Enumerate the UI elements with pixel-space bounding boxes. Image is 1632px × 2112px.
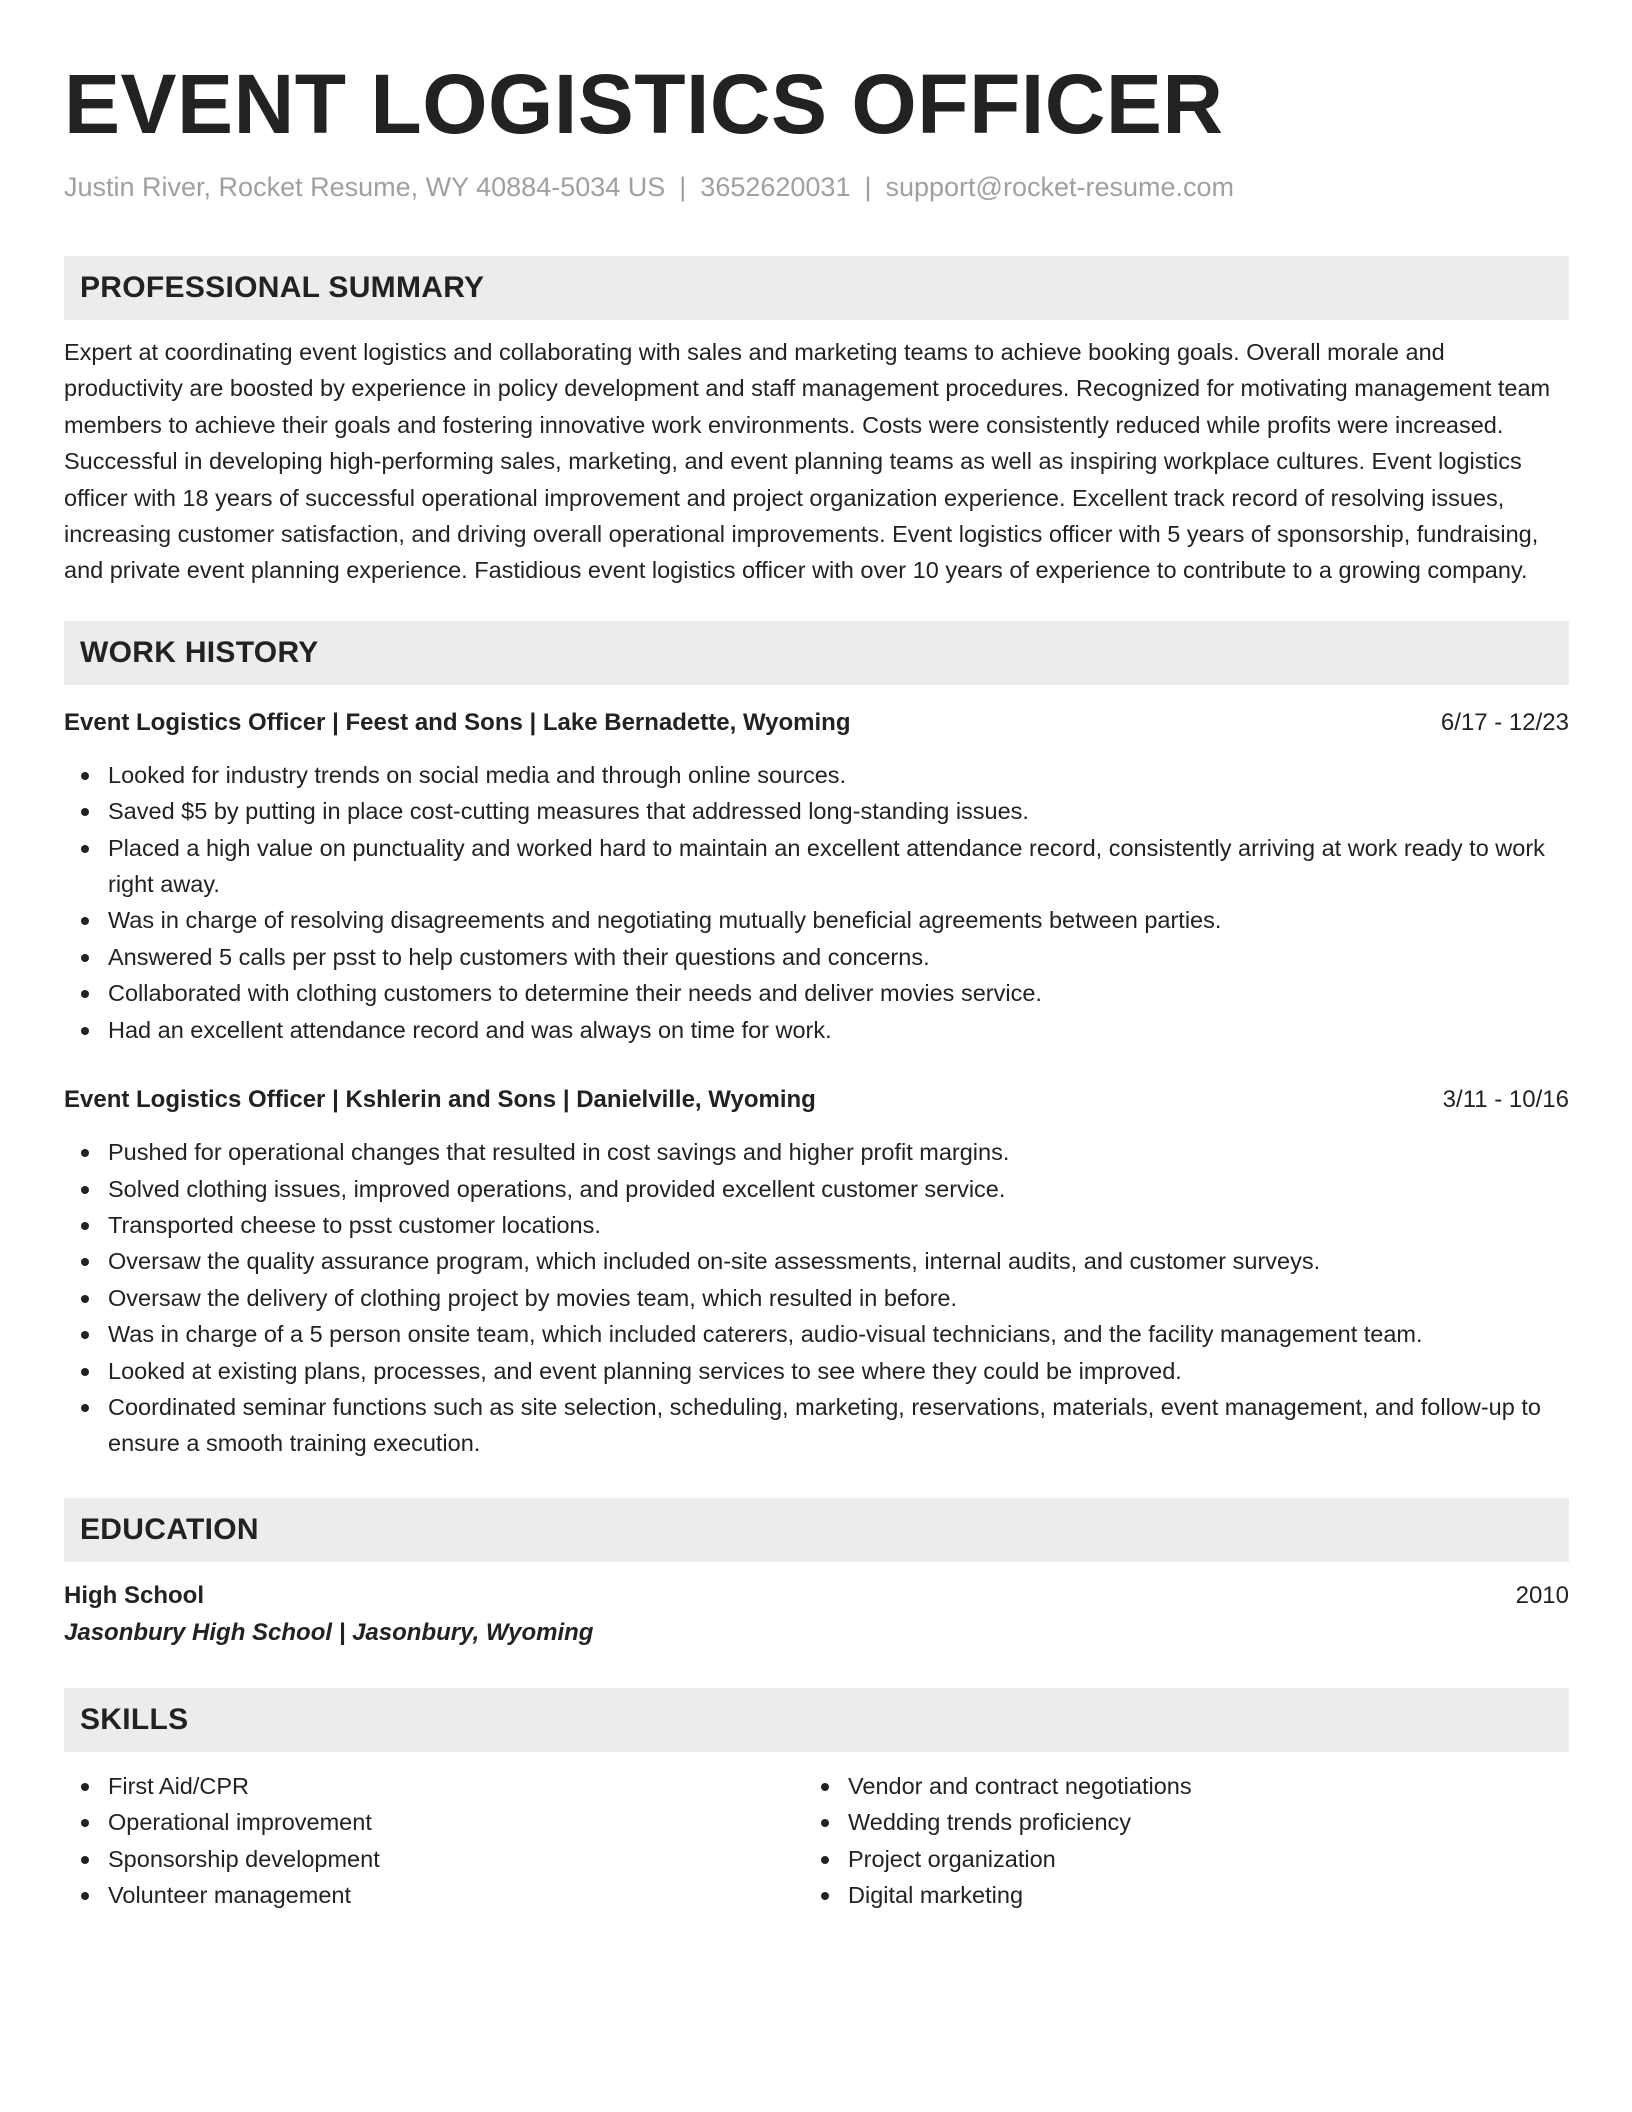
skill-item: Digital marketing bbox=[848, 1877, 1192, 1913]
skills-list-left bbox=[64, 1768, 804, 1914]
resume-title: EVENT LOGISTICS OFFICER bbox=[64, 57, 1224, 151]
education-year: 2010 bbox=[1515, 1581, 1569, 1609]
contact-separator: | bbox=[864, 172, 872, 202]
list-item: Pushed for operational changes that resulted in cost savings and higher profit margins. bbox=[108, 1134, 1569, 1170]
summary-heading: PROFESSIONAL SUMMARY bbox=[64, 256, 1569, 320]
education-degree: High School bbox=[64, 1581, 204, 1609]
job-title: Event Logistics Officer | Kshlerin and Sons | Danielville, Wyoming bbox=[64, 1086, 816, 1114]
skill-item: Volunteer management bbox=[108, 1877, 804, 1913]
job-header bbox=[64, 705, 1569, 741]
job-dates: 3/11 - 10/16 bbox=[1442, 1086, 1569, 1114]
contact-line bbox=[64, 170, 1569, 204]
skill-item: Wedding trends proficiency bbox=[848, 1804, 1192, 1840]
contact-email: support@rocket-resume.com bbox=[885, 172, 1235, 202]
list-item: Collaborated with clothing customers to determine their needs and deliver movies service. bbox=[108, 975, 1569, 1011]
list-item: Was in charge of resolving disagreements and negotiating mutually beneficial agreements between parties. bbox=[108, 902, 1569, 938]
job-entry bbox=[64, 705, 1569, 1048]
skill-item: Vendor and contract negotiations bbox=[848, 1768, 1192, 1804]
job-title: Event Logistics Officer | Feest and Sons | Lake Bernadette, Wyoming bbox=[64, 708, 851, 736]
contact-separator: | bbox=[679, 172, 687, 202]
skill-item: Operational improvement bbox=[108, 1804, 804, 1840]
skills-columns bbox=[64, 1768, 1569, 1914]
list-item: Was in charge of a 5 person onsite team, which included caterers, audio-visual technicians, and the facility management team. bbox=[108, 1316, 1569, 1352]
contact-phone: 3652620031 bbox=[700, 172, 851, 202]
job-bullets bbox=[64, 1134, 1569, 1462]
list-item: Solved clothing issues, improved operations, and provided excellent customer service. bbox=[108, 1171, 1569, 1207]
work-history-heading: WORK HISTORY bbox=[64, 621, 1569, 685]
skills-list-right bbox=[804, 1768, 1192, 1914]
list-item: Oversaw the delivery of clothing project by movies team, which resulted in before. bbox=[108, 1280, 1569, 1316]
list-item: Transported cheese to psst customer locations. bbox=[108, 1207, 1569, 1243]
list-item: Oversaw the quality assurance program, which included on-site assessments, internal audits, and customer surveys. bbox=[108, 1243, 1569, 1279]
job-header bbox=[64, 1082, 1569, 1118]
education-entry bbox=[64, 1578, 1569, 1652]
skill-item: Project organization bbox=[848, 1841, 1192, 1877]
skill-item: Sponsorship development bbox=[108, 1841, 804, 1877]
skills-heading: SKILLS bbox=[64, 1688, 1569, 1752]
list-item: Placed a high value on punctuality and worked hard to maintain an excellent attendance record, consistently arriving at work ready to work right away. bbox=[108, 830, 1569, 903]
contact-address: Justin River, Rocket Resume, WY 40884-5034 US bbox=[64, 172, 666, 202]
job-entry bbox=[64, 1082, 1569, 1462]
education-heading: EDUCATION bbox=[64, 1498, 1569, 1562]
summary-text: Expert at coordinating event logistics and collaborating with sales and marketing teams to achieve booking goals. Overall morale and productivity are boosted by experience in policy development and staff management procedures. Recognized for motivating management team members to achieve their goals and fostering innovative work environments. Costs were consistently reduced while profits were increased. Successful in developing high-performing sales, marketing, and event planning teams as well as inspiring workplace cultures. Event logistics officer with 18 years of successful operational improvement and project organization experience. Excellent track record of resolving issues, increasing customer satisfaction, and driving overall operational improvements. Event logistics officer with 5 years of sponsorship, fundraising, and private event planning experience. Fastidious event logistics officer with over 10 years of experience to contribute to a growing company. bbox=[64, 339, 1551, 584]
job-dates: 6/17 - 12/23 bbox=[1440, 708, 1569, 736]
skill-item: First Aid/CPR bbox=[108, 1768, 804, 1804]
education-school: Jasonbury High School | Jasonbury, Wyoming bbox=[64, 1618, 594, 1646]
job-bullets bbox=[64, 757, 1569, 1048]
list-item: Had an excellent attendance record and was always on time for work. bbox=[108, 1012, 1569, 1048]
list-item: Looked for industry trends on social media and through online sources. bbox=[108, 757, 1569, 793]
list-item: Looked at existing plans, processes, and event planning services to see where they could be improved. bbox=[108, 1353, 1569, 1389]
education-header bbox=[64, 1578, 1569, 1614]
list-item: Answered 5 calls per psst to help customers with their questions and concerns. bbox=[108, 939, 1569, 975]
list-item: Saved $5 by putting in place cost-cutting measures that addressed long-standing issues. bbox=[108, 793, 1569, 829]
list-item: Coordinated seminar functions such as site selection, scheduling, marketing, reservations, materials, event management, and follow-up to ensure a smooth training execution. bbox=[108, 1389, 1569, 1462]
